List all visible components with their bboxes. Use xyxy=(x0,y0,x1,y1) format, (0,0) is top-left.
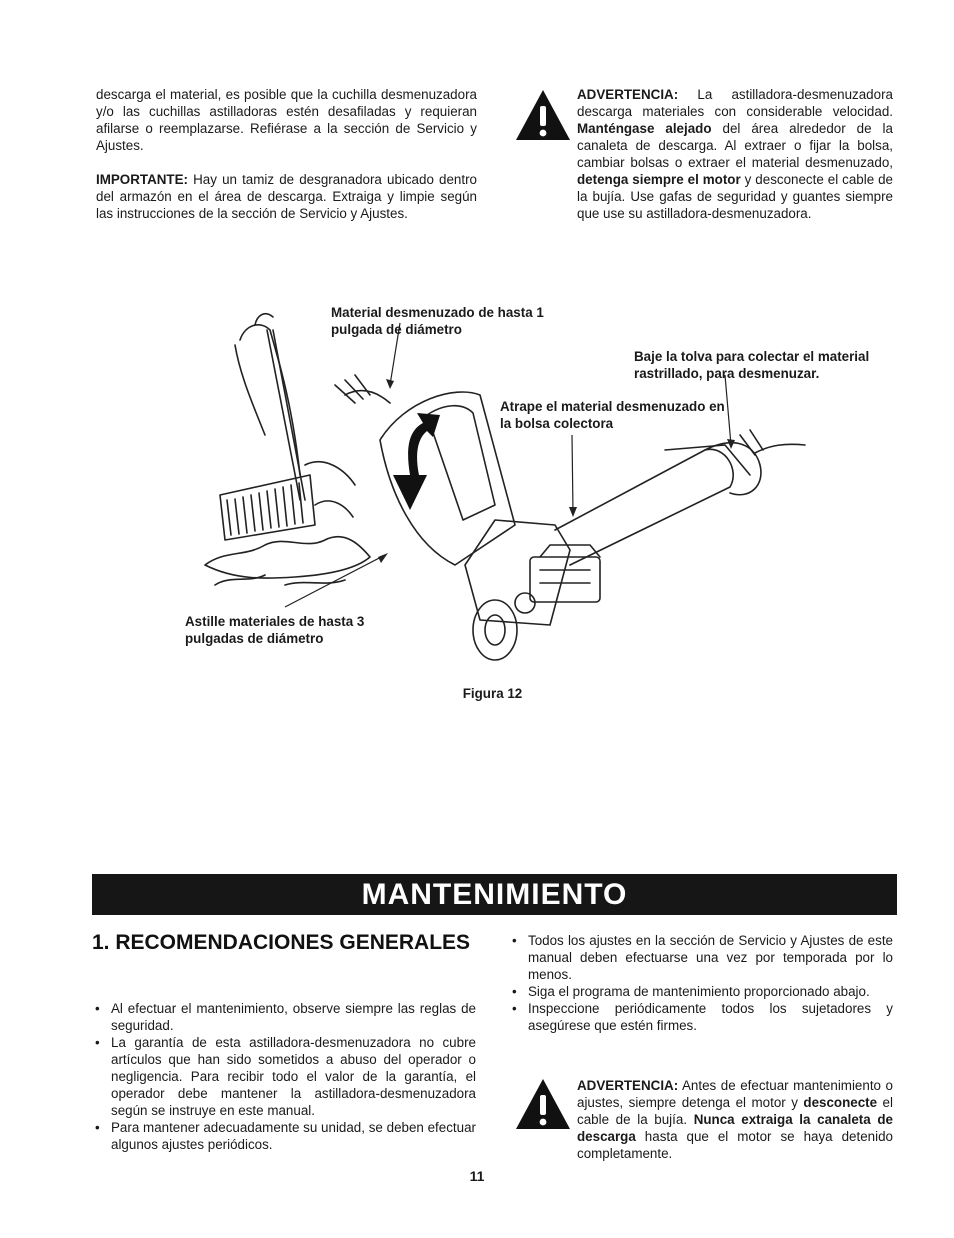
important-paragraph xyxy=(96,171,477,222)
callout-shred-size: Material desmenuzado de hasta 1 pulgada de diámetro xyxy=(331,305,544,337)
warning-bottom-bold-1: desconecte xyxy=(803,1095,878,1110)
warning-top-text-2: del área alrededor de la canaleta de descarga. Al extraer o fijar la bolsa, cambiar bolsas o extraer el material desmenuzado, xyxy=(577,121,893,170)
warning-triangle-icon xyxy=(514,88,572,142)
list-item: • Siga el programa de mantenimiento proporcionado abajo. xyxy=(509,983,893,1000)
intro-paragraph: descarga el material, es posible que la cuchilla desmenuzadora y/o las cuchillas astilladoras estén desafiladas y requieran afilarse o reemplazarse. Refiérase a la sección de Servicio y Ajustes. xyxy=(96,87,477,153)
top-left-text xyxy=(96,86,477,222)
important-label: IMPORTANTE: xyxy=(96,172,188,187)
right-bullet-list xyxy=(509,932,893,1034)
warning-bottom-text-3: hasta que el motor se haya detenido completamente. xyxy=(577,1129,893,1161)
list-item: • Para mantener adecuadamente su unidad, se deben efectuar algunos ajustes periódicos. xyxy=(92,1119,476,1153)
warning-top-label: ADVERTENCIA: xyxy=(577,87,679,102)
warning-top-text-3: y desconecte el cable de la bujía. Use gafas de seguridad y guantes siempre que use su astilladora-desmenuzadora. xyxy=(577,172,893,221)
page-number: 11 xyxy=(469,1168,485,1184)
maintenance-banner: MANTENIMIENTO xyxy=(92,874,897,915)
warning-bottom-paragraph xyxy=(577,1077,893,1162)
warning-bottom-text-2: el cable de la bujía. xyxy=(577,1095,893,1127)
warning-bottom-bold-2: Nunca extraiga la canaleta de descarga xyxy=(577,1112,893,1144)
warning-triangle-icon xyxy=(514,1077,572,1131)
warning-top-paragraph xyxy=(577,86,893,222)
figure-caption: Figura 12 xyxy=(462,686,523,701)
section-title: 1. RECOMENDACIONES GENERALES xyxy=(92,931,471,954)
warning-bottom-label: ADVERTENCIA: xyxy=(577,1078,679,1093)
callout-lower-hopper: Baje la tolva para colectar el material rastrillado, para desmenuzar. xyxy=(634,349,870,381)
callout-collect-bag: Atrape el material desmenuzado en la bolsa colectora xyxy=(500,399,725,431)
callout-chip-size: Astille materiales de hasta 3 pulgadas de diámetro xyxy=(185,614,365,646)
important-text: Hay un tamiz de desgranadora ubicado dentro del armazón en el área de descarga. Extraiga y limpie según las instrucciones de la sección de Servicio y Ajustes. xyxy=(96,172,477,221)
warning-top-text-1: La astilladora-desmenuzadora descarga materiales con considerable velocidad. xyxy=(577,87,893,119)
list-item: • Al efectuar el mantenimiento, observe siempre las reglas de seguridad. xyxy=(92,1000,476,1034)
list-item: • Todos los ajustes en la sección de Servicio y Ajustes de este manual deben efectuarse una vez por temporada por lo menos. xyxy=(509,932,893,983)
warning-top-bold-1: Manténgase alejado xyxy=(577,121,712,136)
list-item: • La garantía de esta astilladora-desmenuzadora no cubre artículos que han sido sometidos a abuso del operador o negligencia. Para recibir todo el valor de la garantía, el operador debe mantener la astilladora-desmenuzadora según se instruye en este manual. xyxy=(92,1034,476,1119)
list-item: • Inspeccione periódicamente todos los sujetadores y asegúrese que estén firmes. xyxy=(509,1000,893,1034)
warning-top-bold-2: detenga siempre el motor xyxy=(577,172,741,187)
left-bullet-list xyxy=(92,1000,476,1153)
warning-bottom-text-1: Antes de efectuar mantenimiento o ajustes, siempre detenga el motor y xyxy=(577,1078,893,1110)
